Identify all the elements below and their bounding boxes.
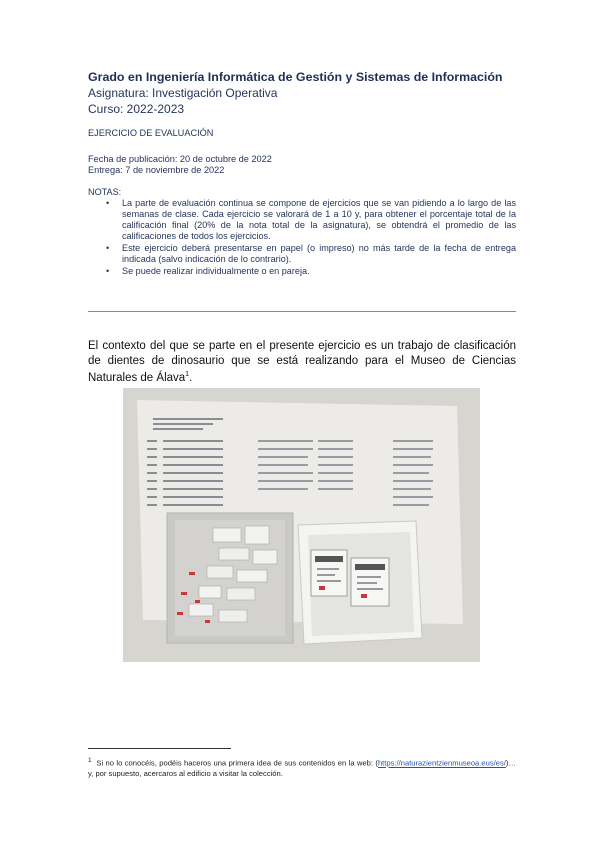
note-item: • La parte de evaluación continua se compone de ejercicios que se van pidiendo a lo largo de las semanas de clase. Cada ejercicio se valorará de 1 a 10 y, para obtener el porcentaje total de la calificación final (20% de la nota total de la asignatura), se obtendrá el promedio de las calificaciones de todos los ejercicios. xyxy=(122,198,516,242)
footnote-divider xyxy=(88,748,231,749)
notes-list xyxy=(88,198,516,277)
notes-heading: NOTAS: xyxy=(88,187,122,197)
section-divider xyxy=(88,311,516,312)
footnote-text-before: Si no lo conocéis, podéis haceros una primera idea de sus contenidos en la web: ( xyxy=(96,758,378,768)
notes-section xyxy=(88,187,516,278)
publication-date: Fecha de publicación: 20 de octubre de 2022 xyxy=(88,154,272,164)
dinosaur-teeth-photo xyxy=(123,388,480,662)
degree-title: Grado en Ingeniería Informática de Gestión y Sistemas de Información xyxy=(88,70,503,84)
context-period: . xyxy=(189,371,193,384)
subject-line: Asignatura: Investigación Operativa xyxy=(88,86,278,100)
delivery-date: Entrega: 7 de noviembre de 2022 xyxy=(88,165,225,175)
photo-illustration xyxy=(123,388,480,662)
footnote xyxy=(88,756,516,779)
course-line: Curso: 2022-2023 xyxy=(88,102,185,116)
footnote-text-after: )… y, por supuesto, acercaros al edificio a visitar la colección. xyxy=(88,758,516,778)
footnote-number: 1 xyxy=(88,757,92,764)
note-item: • Este ejercicio deberá presentarse en papel (o impreso) no más tarde de la fecha de entrega indicada (salvo indicación de lo contrario). xyxy=(122,243,516,265)
footnote-reference[interactable]: 1 xyxy=(185,371,190,378)
context-paragraph xyxy=(88,339,516,385)
museum-link[interactable]: https://naturazientzienmuseoa.eus/es/ xyxy=(377,758,506,768)
note-item: • Se puede realizar individualmente o en pareja. xyxy=(122,266,516,277)
context-text: El contexto del que se parte en el presente ejercicio es un trabajo de clasificación de dientes de dinosaurio que se está realizando para el Museo de Ciencias Naturales de Álava xyxy=(88,340,516,384)
exercise-label: EJERCICIO DE EVALUACIÓN xyxy=(88,128,214,138)
